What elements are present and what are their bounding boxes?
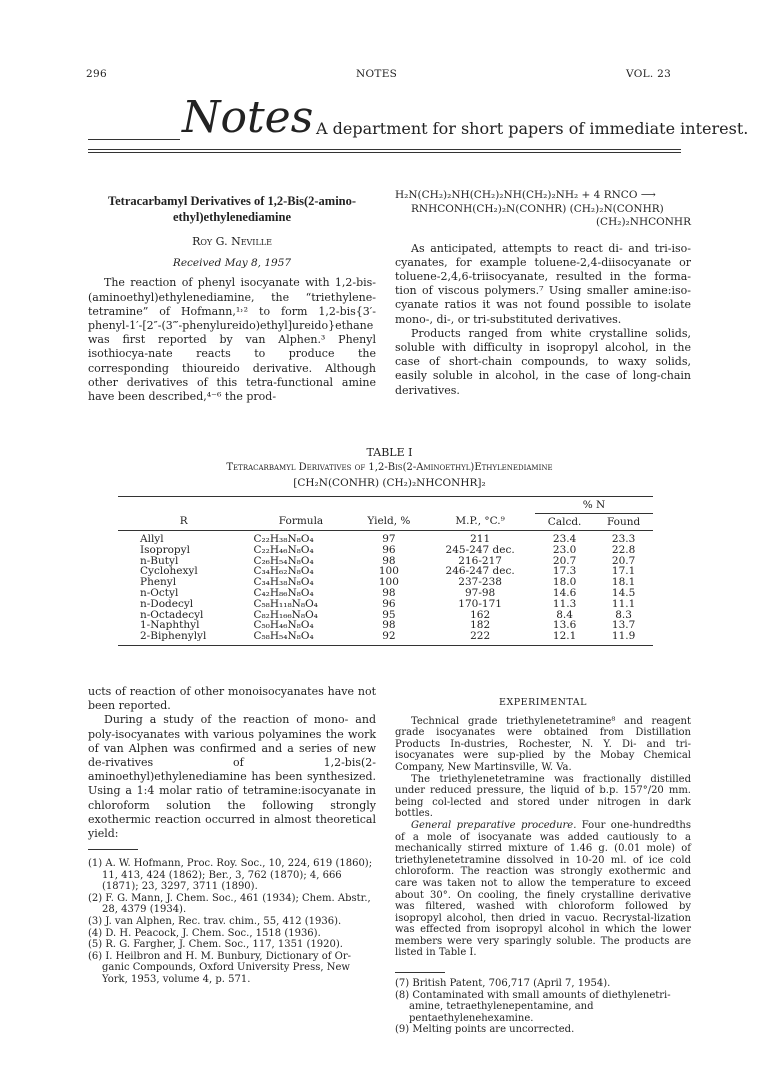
- col-header-mp: M.P., °C.⁹: [455, 515, 505, 528]
- experimental-p1: Technical grade triethylenetetramine⁸ and reagent grade isocyanates were obtained from Distillation Products In-dustries, Rochester, N. Y. Di- and tri-isocyanates were sup-plied by the Mobay Chemical Company, New Martinsville, W. Va.: [395, 715, 691, 773]
- footnotes-right: [395, 978, 691, 1036]
- table-formula: [CH₂N(CONHR) (CH₂)₂NHCONHR]₂: [293, 477, 486, 489]
- equation-line-2: RNHCONH(CH₂)₂N(CONHR) (CH₂)₂N(CONHR): [411, 202, 664, 215]
- polymer-paragraph: As anticipated, attempts to react di- and tri-iso-cyanates, for example toluene-2,4-diisocyanate or toluene-2,4,6-triisocyanate, resulted in the forma-tion of viscous polymers.⁷ Using smaller amine:iso-cyanate ratios it was not found possible to isolate mono-, di-, or tri-substituted derivatives.: [395, 241, 691, 326]
- table-caption: TABLE I: [366, 446, 413, 459]
- experimental-section: [395, 697, 691, 959]
- footnote-8: (8) Contaminated with small amounts of diethylenetri-amine, tetraethylenepentamine, and pentaethylenehexamine.: [395, 989, 671, 1024]
- cell-yield: 98: [382, 554, 396, 567]
- author-name: Roy G. Neville: [192, 235, 272, 248]
- table-row: [118, 531, 653, 545]
- cell-formula: C₅₈H₅₄N₈O₄: [253, 630, 314, 643]
- cell-yield: 95: [382, 608, 396, 621]
- cell-formula: C₂₂H₄₆N₈O₄: [253, 543, 314, 556]
- col-header-found: Found: [606, 515, 641, 528]
- cell-r: Allyl: [140, 533, 164, 546]
- table-title: Tetracarbamyl Derivatives of 1,2-Bis(2-Aminoethyl)Ethylenediamine: [226, 462, 553, 473]
- footnote-4: (4) D. H. Peacock, J. Chem. Soc., 1518 (1936).: [88, 927, 321, 939]
- cell-calcd: 20.7: [552, 554, 577, 567]
- cell-mp: 97-98: [464, 587, 496, 600]
- cell-r: Isopropyl: [140, 543, 190, 556]
- continued-paragraph: ucts of reaction of other monoisocyanates have not been reported.: [88, 685, 376, 713]
- products-paragraph: Products ranged from white crystalline solids, soluble with difficulty in isopropyl alcohol, in the case of short-chain compounds, to waxy solids, easily soluble in alcohol, in the case of long-chain derivatives.: [395, 326, 691, 397]
- footnote-6: (6) I. Heilbron and H. M. Bunbury, Dictionary of Or-ganic Compounds, Oxford University Press, New York, 1953, volume 4, p. 571.: [88, 950, 352, 985]
- cell-calcd: 8.4: [556, 608, 573, 621]
- left-column-lower: [88, 685, 376, 841]
- experimental-heading: EXPERIMENTAL: [499, 697, 587, 708]
- cell-found: 22.8: [611, 543, 636, 556]
- footnote-2: (2) F. G. Mann, J. Chem. Soc., 461 (1934); Chem. Abstr., 28, 4379 (1934).: [88, 892, 371, 916]
- footnote-9: (9) Melting points are uncorrected.: [395, 1024, 575, 1036]
- cell-mp: 170-171: [458, 597, 502, 610]
- cell-yield: 100: [378, 565, 399, 578]
- cell-yield: 98: [382, 619, 396, 632]
- cell-found: 11.9: [611, 630, 636, 643]
- cell-r: n-Octyl: [140, 587, 179, 600]
- col-header-formula: Formula: [278, 515, 324, 528]
- cell-r: Cyclohexyl: [140, 565, 198, 578]
- procedure-lead: General preparative procedure.: [411, 819, 577, 831]
- cell-formula: C₈₂H₁₆₆N₈O₄: [253, 608, 318, 621]
- col-header-yield: Yield, %: [367, 515, 411, 528]
- footnote-rule-right: [395, 972, 445, 973]
- cell-calcd: 18.0: [552, 576, 577, 589]
- footnote-3: (3) J. van Alphen, Rec. trav. chim., 55, 412 (1936).: [88, 915, 342, 927]
- cell-formula: C₂₂H₃₈N₈O₄: [253, 533, 314, 546]
- cell-found: 17.1: [611, 565, 636, 578]
- cell-mp: 216-217: [458, 554, 502, 567]
- footnote-1: (1) A. W. Hofmann, Proc. Roy. Soc., 10, 224, 619 (1860); 11, 413, 424 (1862); Ber., 3, 762 (1870); 4, 666 (1871); 23, 3297, 3711 (1890).: [88, 858, 373, 893]
- cell-found: 13.7: [611, 619, 636, 632]
- equation-line-3: (CH₂)₂NHCONHR: [595, 216, 691, 228]
- page-number: 296: [86, 68, 107, 80]
- running-section: NOTES: [356, 68, 398, 80]
- cell-found: 14.5: [611, 587, 636, 600]
- footnote-7: (7) British Patent, 706,717 (April 7, 1954).: [395, 978, 611, 989]
- table-body: [118, 531, 653, 646]
- cell-calcd: 12.1: [552, 630, 577, 643]
- procedure-text: Four one-hundredths of a mole of isocyanate was added cautiously to a mechanically stirred mixture of 1.46 g. (0.01 mole) of triethylenetetramine dissolved in 10-20 ml. of ice cold chloroform. The reaction was strongly exothermic and care was taken not to allow the temperature to exceed about 30°. On cooling, the finely crystalline derivative was filtered, washed with chloroform followed by isopropyl alcohol, then dried in vacuo. Recrystal-lization was effected from isopropyl alcohol in which the lower members were very sparingly soluble. The products are listed in Table I.: [395, 819, 691, 959]
- cell-calcd: 23.4: [552, 533, 577, 546]
- cell-formula: C₄₂H₈₆N₈O₄: [253, 587, 314, 600]
- cell-formula: C₃₄H₃₈N₈O₄: [253, 576, 314, 589]
- cell-found: 11.1: [611, 597, 636, 610]
- left-column-upper: [88, 193, 376, 404]
- reaction-equation: [395, 189, 691, 230]
- cell-found: 23.3: [611, 533, 636, 546]
- cell-yield: 92: [382, 630, 396, 643]
- cell-yield: 97: [382, 533, 396, 546]
- cell-found: 20.7: [611, 554, 636, 567]
- footnotes-left: [88, 858, 376, 986]
- percent-n-header: % N: [535, 497, 653, 514]
- cell-yield: 96: [382, 543, 396, 556]
- cell-calcd: 13.6: [552, 619, 577, 632]
- cell-r: Phenyl: [140, 576, 177, 589]
- derivatives-table: [118, 496, 653, 646]
- banner-rule-bottom: [88, 152, 681, 153]
- cell-formula: C₃₄H₆₂N₈O₄: [253, 565, 314, 578]
- cell-r: 2-Biphenylyl: [140, 630, 207, 643]
- experimental-p2: The triethylenetetramine was fractionally distilled under reduced pressure, the liquid of b.p. 157°/20 mm. being col-lected and stored under nitrogen in dark bottles.: [395, 773, 691, 820]
- footnote-rule-left: [88, 849, 138, 850]
- cell-mp: 237-238: [458, 576, 502, 589]
- cell-calcd: 23.0: [552, 543, 577, 556]
- cell-formula: C₂₆H₅₄N₈O₄: [253, 554, 314, 567]
- cell-calcd: 17.3: [552, 565, 577, 578]
- cell-r: n-Octadecyl: [140, 608, 204, 621]
- cell-mp: 182: [470, 619, 491, 632]
- cell-mp: 211: [470, 533, 491, 546]
- cell-formula: C₅₈H₁₁₈N₈O₄: [253, 597, 318, 610]
- right-column-upper: [395, 189, 691, 398]
- cell-r: n-Butyl: [140, 554, 179, 567]
- intro-paragraph: The reaction of phenyl isocyanate with 1,2-bis-(aminoethyl)ethylenediamine, the “triethylene-tetramine” of Hofmann,¹˒² to form 1,2-bis{3′-phenyl-1′-[2″-(3‴-phenylureido)ethyl]ureido}ethane was first reported by van Alphen.³ Phenyl isothiocya-nate reacts to produce the corresponding thioureido derivative. Although other derivatives of this tetra-functional amine have been described,⁴⁻⁶ the prod-: [88, 276, 376, 404]
- volume-label: VOL. 23: [626, 68, 672, 80]
- cell-calcd: 14.6: [552, 587, 577, 600]
- col-header-r: R: [179, 515, 188, 528]
- cell-mp: 245-247 dec.: [445, 543, 515, 556]
- cell-mp: 162: [470, 608, 491, 621]
- cell-yield: 100: [378, 576, 399, 589]
- cell-yield: 96: [382, 597, 396, 610]
- banner-rule-top: [88, 149, 681, 150]
- cell-mp: 222: [470, 630, 491, 643]
- footnote-5: (5) R. G. Fargher, J. Chem. Soc., 117, 1351 (1920).: [88, 939, 343, 951]
- cell-formula: C₅₀H₄₆N₈O₄: [253, 619, 314, 632]
- col-header-calcd: Calcd.: [547, 515, 582, 528]
- cell-found: 8.3: [615, 608, 632, 621]
- equation-line-1: H₂N(CH₂)₂NH(CH₂)₂NH(CH₂)₂NH₂ + 4 RNCO ⟶: [395, 189, 656, 201]
- notes-banner-title: Notes: [182, 92, 314, 143]
- cell-r: 1-Naphthyl: [140, 619, 200, 632]
- cell-found: 18.1: [611, 576, 636, 589]
- experimental-p3: [395, 820, 691, 959]
- table-row: [118, 631, 653, 645]
- cell-r: n-Dodecyl: [140, 597, 194, 610]
- banner-left-rule: [88, 139, 180, 140]
- study-paragraph: During a study of the reaction of mono- and poly-isocyanates with various polyamines the work of van Alphen was confirmed and a series of new de-rivatives of 1,2-bis(2-aminoethyl)ethylenediamine has been synthesized. Using a 1:4 molar ratio of tetramine:isocyanate in chloroform solution the following strongly exothermic reaction occurred in almost theoretical yield:: [88, 713, 376, 841]
- article-title: Tetracarbamyl Derivatives of 1,2-Bis(2-amino-ethyl)ethylenediamine: [107, 194, 357, 224]
- cell-mp: 246-247 dec.: [445, 565, 515, 578]
- cell-calcd: 11.3: [552, 597, 577, 610]
- received-date: Received May 8, 1957: [172, 257, 292, 270]
- notes-banner-subtitle: A department for short papers of immediate interest.: [316, 119, 749, 138]
- cell-yield: 98: [382, 587, 396, 600]
